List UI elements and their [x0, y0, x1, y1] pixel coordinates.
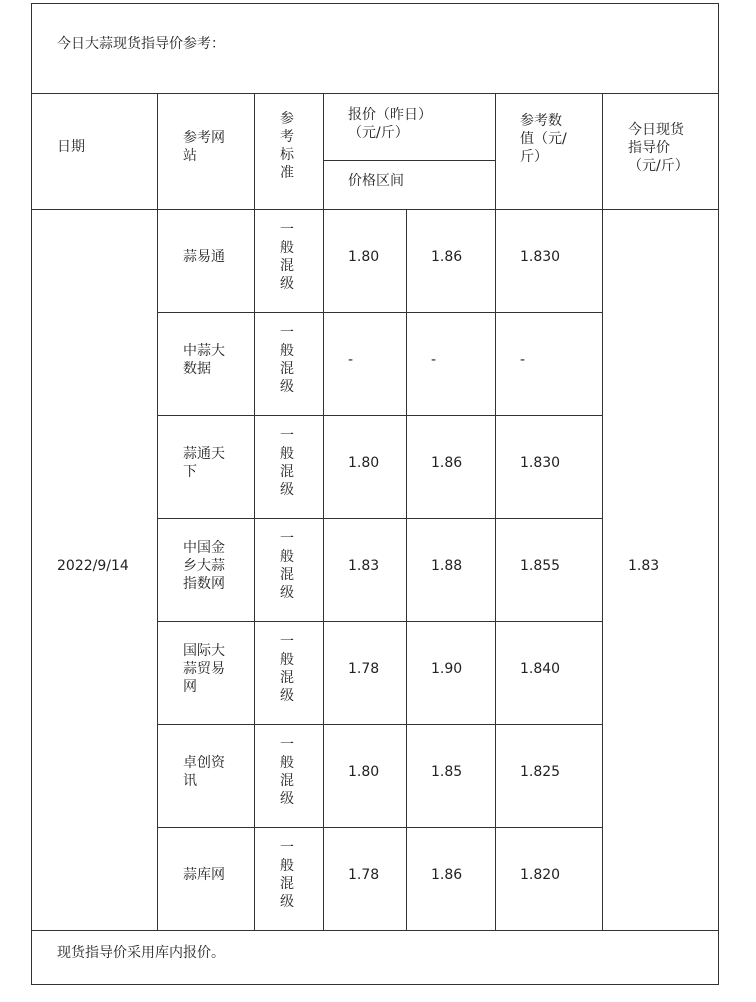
- low-price-cell: -: [348, 352, 354, 368]
- rule-row: [157, 621, 602, 622]
- date-cell: 2022/9/14: [57, 558, 129, 574]
- site-cell: 中国金乡大蒜指数网: [183, 540, 225, 592]
- header-guide: 今日现货指导价（元/斤）: [628, 122, 689, 174]
- site-cell: 蒜易通: [183, 249, 225, 265]
- low-price-cell: 1.80: [348, 455, 380, 471]
- high-price-cell: 1.88: [431, 558, 463, 574]
- standard-cell: 一般混级: [280, 531, 294, 601]
- high-price-cell: 1.85: [431, 764, 463, 780]
- guide-price-cell: 1.83: [628, 558, 660, 574]
- standard-cell: 一般混级: [280, 634, 294, 704]
- col-rule: [254, 93, 255, 930]
- low-price-cell: 1.80: [348, 249, 380, 265]
- rule-intro: [31, 93, 719, 94]
- high-price-cell: 1.86: [431, 249, 463, 265]
- low-price-cell: 1.78: [348, 867, 380, 883]
- standard-cell: 一般混级: [280, 222, 294, 292]
- col-rule: [157, 93, 158, 930]
- ref-value-cell: -: [520, 352, 526, 368]
- rule-footer: [31, 930, 719, 931]
- rule-row: [157, 312, 602, 313]
- header-ref-value: 参考数值（元/斤）: [520, 113, 567, 165]
- ref-value-cell: 1.825: [520, 764, 561, 780]
- standard-cell: 一般混级: [280, 428, 294, 498]
- ref-value-cell: 1.830: [520, 455, 561, 471]
- site-cell: 中蒜大数据: [183, 343, 225, 377]
- header-standard: 参考标准: [280, 111, 294, 181]
- rule-header: [31, 209, 719, 210]
- standard-cell: 一般混级: [280, 737, 294, 807]
- site-cell: 国际大蒜贸易网: [183, 643, 225, 695]
- ref-value-cell: 1.840: [520, 661, 561, 677]
- col-rule: [323, 93, 324, 930]
- standard-cell: 一般混级: [280, 325, 294, 395]
- intro-text: 今日大蒜现货指导价参考：: [57, 36, 225, 52]
- high-price-cell: 1.86: [431, 867, 463, 883]
- rule-row: [157, 827, 602, 828]
- high-price-cell: 1.90: [431, 661, 463, 677]
- ref-value-cell: 1.820: [520, 867, 561, 883]
- price-table-frame: [31, 3, 719, 985]
- rule-row: [157, 415, 602, 416]
- site-cell: 蒜通天下: [183, 446, 225, 480]
- site-cell: 蒜库网: [183, 867, 225, 883]
- header-site: 参考网站: [183, 130, 225, 164]
- rule-row: [157, 724, 602, 725]
- ref-value-cell: 1.855: [520, 558, 561, 574]
- header-date: 日期: [57, 139, 85, 155]
- col-rule: [602, 93, 603, 930]
- high-price-cell: -: [431, 352, 437, 368]
- rule-row: [157, 518, 602, 519]
- standard-cell: 一般混级: [280, 840, 294, 910]
- col-rule: [406, 209, 407, 930]
- rule-quote-sub: [323, 160, 495, 161]
- site-cell: 卓创资讯: [183, 755, 225, 789]
- low-price-cell: 1.83: [348, 558, 380, 574]
- ref-value-cell: 1.830: [520, 249, 561, 265]
- header-quote: 报价（昨日）（元/斤）: [348, 107, 432, 141]
- col-rule: [495, 93, 496, 930]
- low-price-cell: 1.80: [348, 764, 380, 780]
- footer-note: 现货指导价采用库内报价。: [57, 945, 225, 961]
- low-price-cell: 1.78: [348, 661, 380, 677]
- high-price-cell: 1.86: [431, 455, 463, 471]
- header-range: 价格区间: [348, 173, 404, 189]
